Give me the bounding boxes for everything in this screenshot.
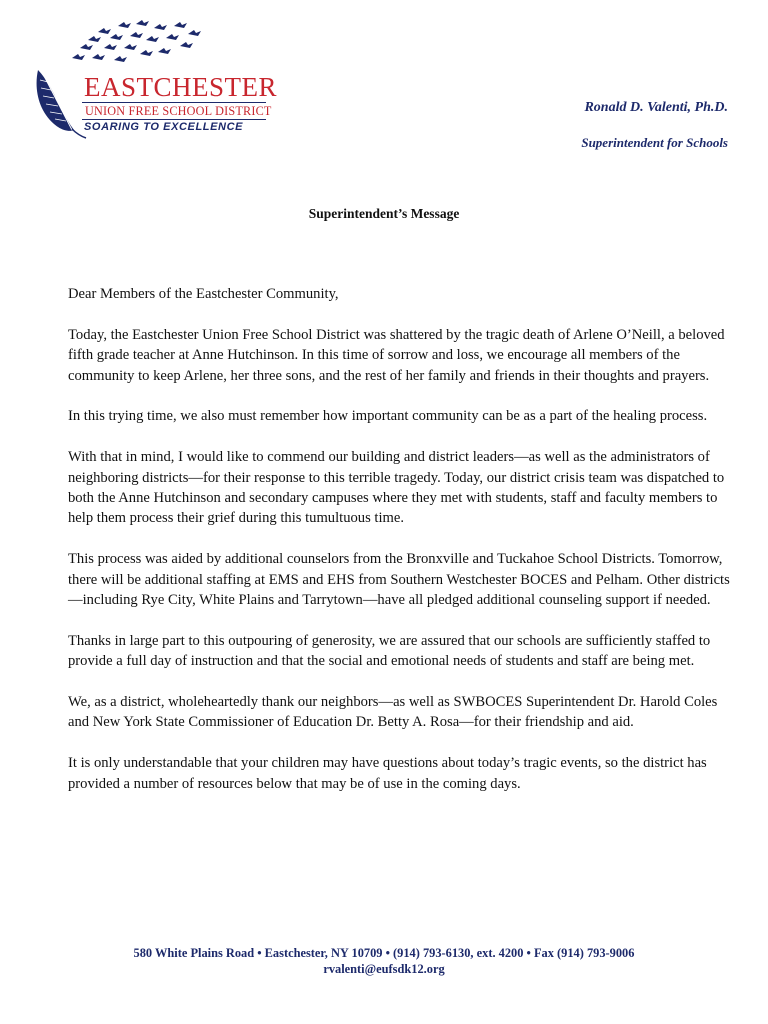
document-title: Superintendent’s Message [308, 206, 460, 221]
district-logo [32, 18, 278, 144]
salutation: Dear Members of the Eastchester Community, [68, 286, 339, 302]
body-paragraph: We, as a district, wholeheartedly thank our neighbors—as well as SWBOCES Superintendent Dr. Harold Coles and New York State Commissioner of Education Dr. Betty A. Rosa—for their friendship and aid. [68, 694, 718, 731]
body-paragraph: This process was aided by additional counselors from the Bronxville and Tuckahoe School Districts. Tomorrow, there will be additional staffing at EMS and EHS from Southern Westchester BOCES and Pelham. Other districts—including Rye City, White Plains and Tarrytown—have all pledged additional counseling support if needed. [68, 551, 730, 609]
district-subtitle: UNION FREE SCHOOL DISTRICT [85, 104, 272, 118]
superintendent-name: Ronald D. Valenti, Ph.D. [584, 100, 728, 115]
body-paragraph: With that in mind, I would like to commend our building and district leaders—as well as the administrators of neighboring districts—for their response to this terrible tragedy. Today, our district crisis team was dispatched to both the Anne Hutchinson and secondary campuses where they met with students, staff and faculty members to help them process their grief during this tumultuous time. [68, 449, 725, 527]
footer-email[interactable]: rvalenti@eufsdk12.org [323, 962, 445, 976]
body-paragraph: Today, the Eastchester Union Free School District was shattered by the tragic death of Arlene O’Neill, a beloved fifth grade teacher at Anne Hutchinson. In this time of sorrow and loss, we encourage all members of the community to keep Arlene, her three sons, and the rest of her family and friends in their thoughts and prayers. [68, 326, 725, 384]
body-paragraph: Thanks in large part to this outpouring of generosity, we are assured that our schools are sufficiently staffed to provide a full day of instruction and that the social and emotional needs of students and staff are being met. [68, 632, 711, 670]
district-tagline: SOARING TO EXCELLENCE [84, 121, 244, 133]
superintendent-title: Superintendent for Schools [581, 135, 728, 150]
district-name: EASTCHESTER [84, 72, 278, 102]
letterhead-footer [0, 945, 768, 977]
logo-divider [82, 119, 266, 120]
body-paragraph: In this trying time, we also must remember how important community can be as a part of the healing process. [68, 408, 708, 425]
footer-address: 580 White Plains Road • Eastchester, NY 10709 • (914) 793-6130, ext. 4200 • Fax (914) 793-9006 [133, 946, 635, 960]
logo-divider [82, 102, 266, 103]
letter-body [68, 284, 732, 814]
body-paragraph: It is only understandable that your children may have questions about today’s tragic events, so the district has provided a number of resources below that may be of use in the coming days. [68, 755, 707, 792]
